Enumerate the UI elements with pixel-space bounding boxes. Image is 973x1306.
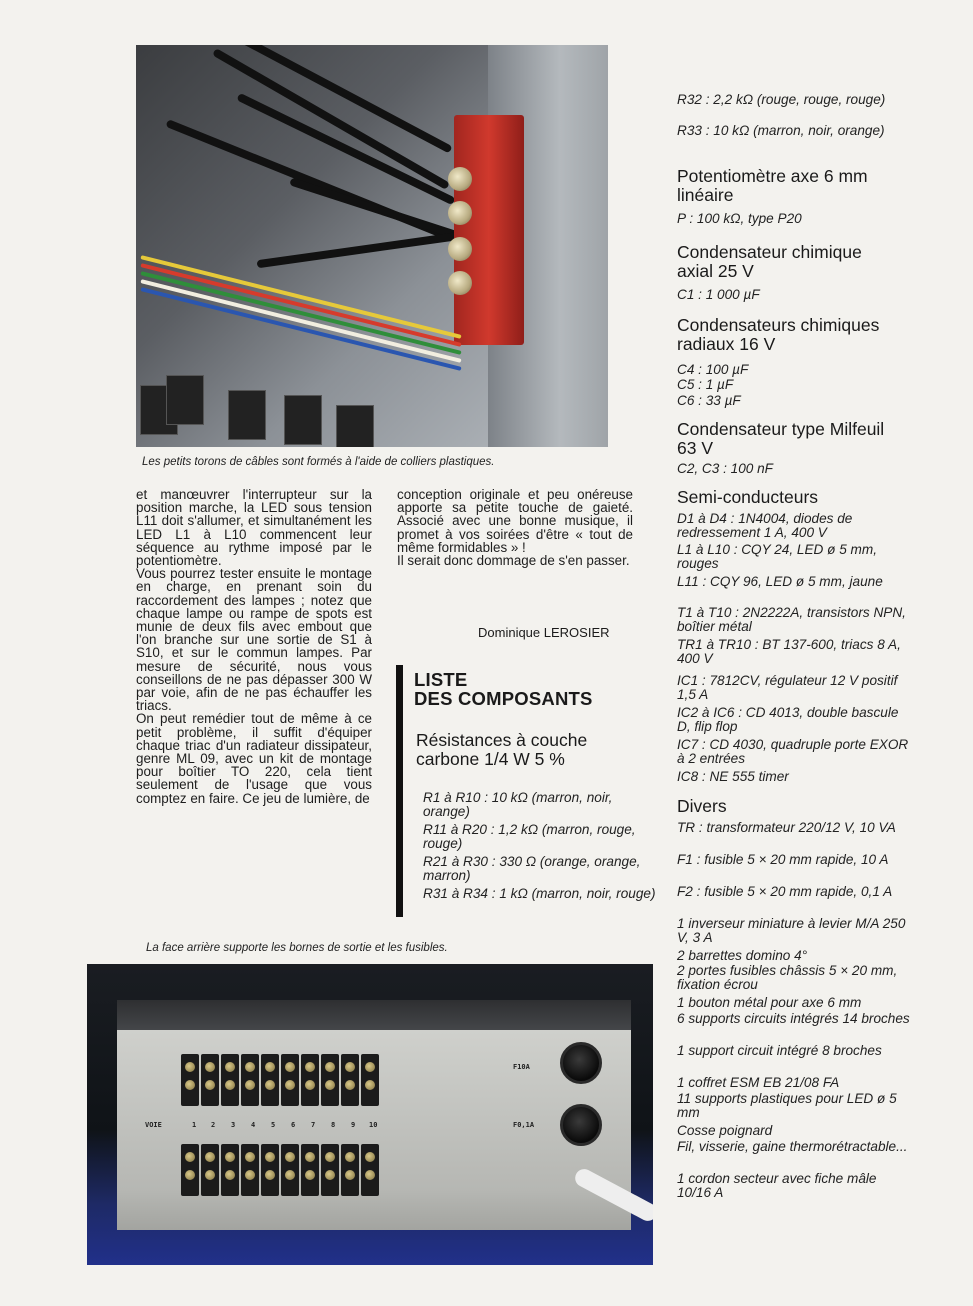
list-item: IC7 : CD 4030, quadruple porte EXOR à 2 entrées <box>677 737 909 766</box>
screw-terminal-icon <box>181 1144 199 1196</box>
list-item: IC8 : NE 555 timer <box>677 769 789 784</box>
section-heading: Semi-conducteurs <box>677 487 819 507</box>
article-col2 <box>397 488 633 567</box>
channel-number: 3 <box>231 1121 236 1129</box>
channel-number: 2 <box>211 1121 216 1129</box>
screw-terminal-icon <box>221 1144 239 1196</box>
list-item: TR1 à TR10 : BT 137-600, triacs 8 A, 400 V <box>677 637 901 666</box>
list-item: 1 support circuit intégré 8 broches <box>677 1043 882 1058</box>
list-item: C6 : 33 µF <box>677 393 741 408</box>
screw-terminal-icon <box>321 1054 339 1106</box>
screw-terminal-icon <box>261 1054 279 1106</box>
section-heading: radiaux 16 V <box>677 334 776 354</box>
article-paragraph: conception originale et peu onéreuse apporte sa petite touche de gaieté. Associé avec une bonne musique, il promet à vos soirées d'être « tout de même formidables » ! <box>397 487 633 555</box>
author-signature: Dominique LEROSIER <box>478 625 610 640</box>
channel-number: 1 <box>192 1121 197 1129</box>
section-heading: Résistances à couche <box>416 730 588 750</box>
list-item: L11 : CQY 96, LED ø 5 mm, jaune <box>677 574 883 589</box>
channel-number: 5 <box>271 1121 276 1129</box>
list-item: IC1 : 7812CV, régulateur 12 V positif 1,5 A <box>677 673 898 702</box>
list-title-line2: DES COMPOSANTS <box>414 688 593 709</box>
list-item: TR : transformateur 220/12 V, 10 VA <box>677 820 896 835</box>
photo2-caption: La face arrière supporte les bornes de sortie et les fusibles. <box>146 942 448 954</box>
channel-number: 6 <box>291 1121 296 1129</box>
fuse-label: F10A <box>513 1063 530 1071</box>
screw-terminal-icon <box>301 1054 319 1106</box>
section-heading: linéaire <box>677 185 734 205</box>
section-heading: Condensateur chimique <box>677 242 862 262</box>
list-item: T1 à T10 : 2N2222A, transistors NPN, boîtier métal <box>677 605 906 634</box>
screw-terminal-icon <box>321 1144 339 1196</box>
section-heading: Condensateur type Milfeuil <box>677 419 885 439</box>
channel-number: 8 <box>331 1121 336 1129</box>
channel-number: 7 <box>311 1121 316 1129</box>
section-heading: 63 V <box>677 438 713 458</box>
section-heading: carbone 1/4 W 5 % <box>416 749 565 769</box>
screw-terminal-icon <box>341 1144 359 1196</box>
channel-number: 4 <box>251 1121 256 1129</box>
list-title-line1: LISTE <box>414 669 468 690</box>
list-item: 1 bouton métal pour axe 6 mm <box>677 995 862 1010</box>
list-item: C5 : 1 µF <box>677 377 734 392</box>
screw-terminal-icon <box>281 1144 299 1196</box>
screw-terminal-icon <box>261 1144 279 1196</box>
list-item: IC2 à IC6 : CD 4013, double bascule D, flip flop <box>677 705 899 734</box>
list-item: R32 : 2,2 kΩ (rouge, rouge, rouge) <box>677 92 886 107</box>
list-item: 6 supports circuits intégrés 14 broches <box>677 1011 910 1026</box>
article-paragraph: On peut remédier tout de même à ce petit problème, il suffit d'équiper chaque triac d'un radiateur dissipateur, genre ML 09, avec un kit de montage pour boîtier TO 220, cela tient seulement de l'usage que vous comptez en faire. Ce jeu de lumière, de <box>136 711 372 806</box>
list-item: Cosse poignard <box>677 1123 773 1138</box>
list-item: F2 : fusible 5 × 20 mm rapide, 0,1 A <box>677 884 893 899</box>
list-item: R11 à R20 : 1,2 kΩ (marron, rouge, rouge) <box>423 822 636 851</box>
list-item: 2 portes fusibles châssis 5 × 20 mm, fixation écrou <box>677 963 898 992</box>
screw-terminal-icon <box>361 1054 379 1106</box>
list-item: 1 inverseur miniature à levier M/A 250 V, 3 A <box>677 916 906 945</box>
screw-terminal-icon <box>181 1054 199 1106</box>
article-paragraph: et manœuvrer l'interrupteur sur la position marche, la LED sous tension L11 doit s'allumer, et simultanément les LED L1 à L10 commencent leur séquence au rythme imposé par le potentiomètre. <box>136 487 372 569</box>
voie-label: VOIE <box>145 1121 162 1129</box>
section-heading: Condensateurs chimiques <box>677 315 880 335</box>
screw-terminal-icon <box>281 1054 299 1106</box>
channel-number: 9 <box>351 1121 356 1129</box>
screw-terminal-icon <box>301 1144 319 1196</box>
list-item: R21 à R30 : 330 Ω (orange, orange, marron) <box>423 854 641 883</box>
section-heading: axial 25 V <box>677 261 754 281</box>
list-item: 11 supports plastiques pour LED ø 5 mm <box>677 1091 897 1120</box>
list-item: R31 à R34 : 1 kΩ (marron, noir, rouge) <box>423 886 656 901</box>
list-item: 1 coffret ESM EB 21/08 FA <box>677 1075 840 1090</box>
article-paragraph: Il serait donc dommage de s'en passer. <box>397 553 630 569</box>
list-item: P : 100 kΩ, type P20 <box>677 211 802 226</box>
article-paragraph: Vous pourrez tester ensuite le montage en charge, en prenant soin du raccordement des lampes ; notez que chaque lampe ou rampe de spots est munie de deux fils avec embout que l'on branche sur une sortie de S1 à S10, et sur le commun lampes. Par mesure de sécurité, nous vous conseillons de ne pas dépasser 300 W par voie, afin de ne pas échauffer les triacs. <box>136 566 372 714</box>
list-item: Fil, visserie, gaine thermorétractable... <box>677 1139 908 1154</box>
list-item: R1 à R10 : 10 kΩ (marron, noir, orange) <box>423 790 613 819</box>
screw-terminal-icon <box>241 1054 259 1106</box>
channel-number: 10 <box>369 1121 378 1129</box>
screw-terminal-icon <box>241 1144 259 1196</box>
screw-terminal-icon <box>201 1144 219 1196</box>
screw-terminal-icon <box>221 1054 239 1106</box>
list-item: C1 : 1 000 µF <box>677 287 760 302</box>
screw-terminal-icon <box>361 1144 379 1196</box>
section-heading: Divers <box>677 796 727 816</box>
screw-terminal-icon <box>341 1054 359 1106</box>
list-item: 2 barrettes domino 4° <box>677 948 808 963</box>
list-item: R33 : 10 kΩ (marron, noir, orange) <box>677 123 885 138</box>
component-list-box <box>396 665 667 917</box>
list-item: D1 à D4 : 1N4004, diodes de redressement 1 A, 400 V <box>677 511 853 540</box>
list-item: L1 à L10 : CQY 24, LED ø 5 mm, rouges <box>677 542 877 571</box>
screw-terminal-icon <box>201 1054 219 1106</box>
section-heading: Potentiomètre axe 6 mm <box>677 166 868 186</box>
fuse-label: F0,1A <box>513 1121 535 1129</box>
list-item: 1 cordon secteur avec fiche mâle 10/16 A <box>677 1171 877 1200</box>
photo1-caption: Les petits torons de câbles sont formés à l'aide de colliers plastiques. <box>142 456 495 468</box>
fuse-holder-icon <box>560 1042 602 1084</box>
list-item: F1 : fusible 5 × 20 mm rapide, 10 A <box>677 852 889 867</box>
article-col1 <box>136 488 372 805</box>
wiring-photo <box>136 45 608 447</box>
fuse-holder-icon <box>560 1104 602 1146</box>
list-item: C4 : 100 µF <box>677 362 749 377</box>
list-item: C2, C3 : 100 nF <box>677 461 773 476</box>
rear-panel-photo <box>87 964 653 1265</box>
